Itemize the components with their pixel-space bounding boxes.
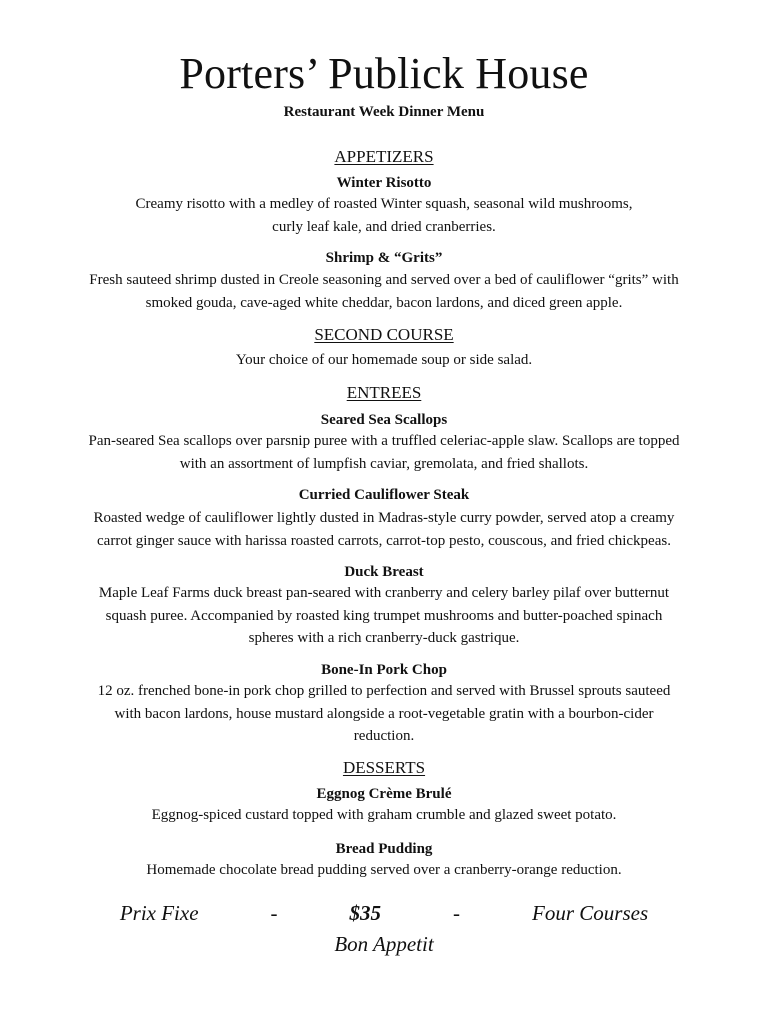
desc-line: Eggnog-spiced custard topped with graham crumble and glazed sweet potato. bbox=[151, 807, 617, 823]
desc-line: Pan-seared Sea scallops over parsnip puree with a truffled celeriac-apple slaw. Scallops are topped bbox=[88, 433, 680, 449]
item-desc-shrimp-grits bbox=[40, 269, 728, 314]
prix-fixe-label: Prix Fixe bbox=[119, 901, 199, 925]
desc-line: Fresh sauteed shrimp dusted in Creole seasoning and served over a bed of cauliflower “grits” with bbox=[89, 272, 679, 288]
menu-title: Restaurant Week Dinner Menu bbox=[283, 104, 485, 120]
item-title-bread-pudding: Bread Pudding bbox=[335, 841, 433, 857]
item-title-creme-brule: Eggnog Crème Brulé bbox=[316, 786, 452, 802]
desc-line: Homemade chocolate bread pudding served over a cranberry-orange reduction. bbox=[146, 862, 622, 878]
price-line bbox=[0, 900, 768, 926]
item-title-duck-breast: Duck Breast bbox=[344, 564, 424, 580]
desc-line: Roasted wedge of cauliflower lightly dusted in Madras-style curry powder, served atop a creamy bbox=[93, 510, 675, 526]
item-desc-bread-pudding bbox=[40, 859, 728, 882]
desc-line: carrot ginger sauce with harissa roasted carrots, carrot-top pesto, couscous, and fried chickpeas. bbox=[97, 532, 671, 549]
separator-dash: - bbox=[270, 901, 278, 925]
desc-line: with bacon lardons, house mustard alongside a root-vegetable gratin with a bourbon-cider bbox=[114, 705, 654, 722]
section-heading-appetizers: APPETIZERS bbox=[334, 147, 434, 166]
desc-line: 12 oz. frenched bone-in pork chop grilled to perfection and served with Brussel sprouts sauteed bbox=[97, 683, 671, 699]
section-heading-desserts: DESSERTS bbox=[342, 758, 426, 777]
price-value: $35 bbox=[349, 901, 382, 925]
restaurant-name: Porters’ Publick House bbox=[179, 49, 589, 98]
closing-text: Bon Appetit bbox=[334, 932, 434, 956]
desc-line: with an assortment of lumpfish caviar, gremolata, and fried shallots. bbox=[179, 455, 589, 472]
item-desc-cauliflower-steak bbox=[40, 507, 728, 552]
item-title-pork-chop: Bone-In Pork Chop bbox=[321, 662, 447, 678]
desc-line: spheres with a rich cranberry-duck gastrique. bbox=[248, 630, 520, 646]
item-desc-winter-risotto bbox=[40, 193, 728, 238]
item-title-sea-scallops: Seared Sea Scallops bbox=[320, 412, 448, 428]
item-desc-duck-breast bbox=[40, 582, 728, 650]
item-desc-sea-scallops bbox=[40, 430, 728, 475]
desc-line: reduction. bbox=[353, 728, 415, 744]
desc-line: Maple Leaf Farms duck breast pan-seared with cranberry and celery barley pilaf over butternut bbox=[98, 585, 670, 601]
courses-label: Four Courses bbox=[532, 901, 649, 925]
separator-dash: - bbox=[453, 901, 461, 925]
desc-line: squash puree. Accompanied by roasted king trumpet mushrooms and butter-poached spinach bbox=[105, 607, 663, 624]
section-heading-entrees: ENTREES bbox=[346, 383, 422, 402]
item-desc-pork-chop bbox=[40, 680, 728, 748]
desc-line: smoked gouda, cave-aged white cheddar, bacon lardons, and diced green apple. bbox=[145, 294, 623, 311]
item-title-winter-risotto: Winter Risotto bbox=[336, 175, 432, 191]
second-course-desc: Your choice of our homemade soup or side salad. bbox=[235, 352, 533, 368]
desc-line: Creamy risotto with a medley of roasted Winter squash, seasonal wild mushrooms, bbox=[135, 196, 633, 212]
item-title-cauliflower-steak: Curried Cauliflower Steak bbox=[298, 487, 470, 503]
desc-line: curly leaf kale, and dried cranberries. bbox=[272, 218, 496, 235]
section-heading-second-course: SECOND COURSE bbox=[314, 325, 454, 344]
item-title-shrimp-grits: Shrimp & “Grits” bbox=[325, 250, 443, 266]
item-desc-creme-brule bbox=[40, 804, 728, 827]
